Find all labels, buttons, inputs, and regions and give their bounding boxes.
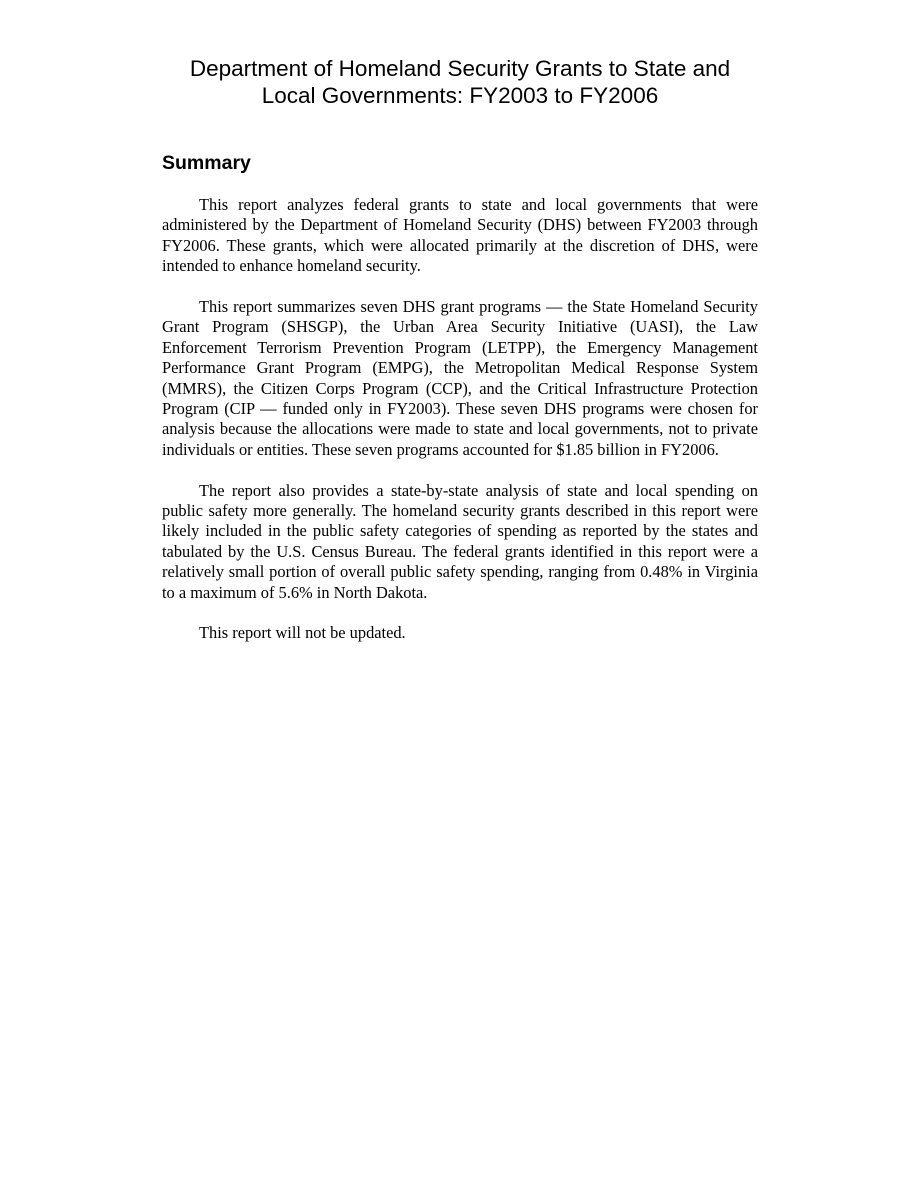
title-line-1: Department of Homeland Security Grants to State and xyxy=(189,56,731,81)
document-page xyxy=(162,55,758,664)
summary-paragraph-4: This report will not be updated. xyxy=(199,623,406,643)
title-line-2: Local Governments: FY2003 to FY2006 xyxy=(261,83,659,108)
summary-body xyxy=(162,195,758,644)
summary-paragraph-3: The report also provides a state-by-state analysis of state and local spending on public safety more generally. The homeland security grants described in this report were likely included in the public safety categories of spending as reported by the states and tabulated by the U.S. Census Bureau. The federal grants identified in this report were a relatively small portion of overall public safety spending, ranging from 0.48% in Virginia to a maximum of 5.6% in North Dakota. xyxy=(162,480,758,602)
summary-paragraph-1: This report analyzes federal grants to state and local governments that were administered by the Department of Homeland Security (DHS) between FY2003 through FY2006. These grants, which were allocated primarily at the discretion of DHS, were intended to enhance homeland security. xyxy=(162,195,758,276)
document-title xyxy=(162,55,758,109)
summary-paragraph-2: This report summarizes seven DHS grant programs — the State Homeland Security Grant Program (SHSGP), the Urban Area Security Initiative (UASI), the Law Enforcement Terrorism Prevention Program (LETPP), the Emergency Management Performance Grant Program (EMPG), the Metropolitan Medical Response System (MMRS), the Citizen Corps Program (CCP), and the Critical Infrastructure Protection Program (CIP — funded only in FY2003). These seven DHS programs were chosen for analysis because the allocations were made to state and local governments, not to private individuals or entities. These seven programs accounted for $1.85 billion in FY2006. xyxy=(162,297,758,459)
section-heading-summary: Summary xyxy=(162,152,251,174)
